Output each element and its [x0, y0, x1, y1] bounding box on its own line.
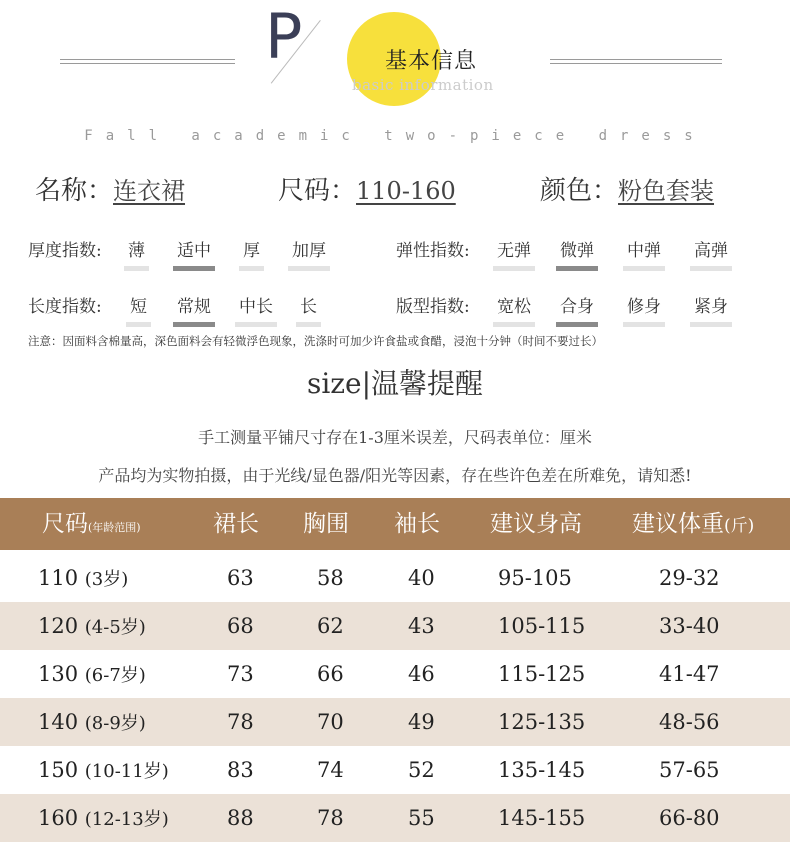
fit-option: 修身: [627, 292, 661, 321]
cell-bust: 62: [317, 614, 344, 638]
header-size: 尺码(年龄范围): [42, 511, 141, 537]
size-section-title: size|温馨提醒: [306, 367, 484, 400]
cell-weight: 29-32: [659, 566, 720, 590]
product-name: [35, 170, 185, 207]
size-label: 尺码：: [278, 176, 357, 206]
elasticity-option: 高弹: [694, 236, 728, 265]
header-weight: 建议体重(斤): [632, 511, 755, 537]
cell-skirt: 68: [227, 614, 254, 638]
cell-bust: 58: [317, 566, 344, 590]
cell-weight: 48-56: [659, 710, 720, 734]
size-table-header: [0, 498, 790, 550]
cell-skirt: 78: [227, 710, 254, 734]
cell-skirt: 63: [227, 566, 254, 590]
product-subtitle: Fall academic two-piece dress: [84, 128, 706, 144]
thickness-option-selected: 适中: [177, 236, 211, 265]
elasticity-label: 弹性指数:: [396, 241, 470, 261]
thickness-option: 厚: [243, 236, 260, 265]
fit-option: 宽松: [497, 292, 531, 321]
cell-bust: 74: [317, 758, 344, 782]
fit-option: 紧身: [694, 292, 728, 321]
cell-size: 120 (4-5岁): [38, 614, 146, 638]
cell-sleeve: 49: [408, 710, 435, 734]
table-row: [0, 602, 790, 650]
cell-size: 110 (3岁): [38, 566, 129, 590]
color-remark: 产品均为实物拍摄，由于光线/显色器/阳光等因素，存在些许色差在所难免，请知悉!: [98, 466, 692, 485]
name-label: 名称：: [35, 176, 114, 206]
cell-weight: 66-80: [659, 806, 720, 830]
table-row: [0, 746, 790, 794]
logo-letter: P: [265, 0, 303, 73]
cell-skirt: 88: [227, 806, 254, 830]
cell-sleeve: 43: [408, 614, 435, 638]
thickness-option: 加厚: [292, 236, 326, 265]
cell-weight: 41-47: [659, 662, 720, 686]
cell-bust: 66: [317, 662, 344, 686]
cell-bust: 78: [317, 806, 344, 830]
right-divider: [550, 59, 722, 64]
color-label: 颜色：: [540, 176, 619, 206]
cell-size: 140 (8-9岁): [38, 710, 146, 734]
cell-weight: 57-65: [659, 758, 720, 782]
cell-height: 115-125: [498, 662, 586, 686]
length-option-selected: 常规: [177, 292, 211, 321]
cell-height: 135-145: [498, 758, 586, 782]
cell-height: 105-115: [498, 614, 586, 638]
header-bust: 胸围: [303, 511, 349, 537]
size-value: 110-160: [356, 177, 456, 205]
length-option: 短: [130, 292, 147, 321]
cell-sleeve: 40: [408, 566, 435, 590]
cell-height: 95-105: [498, 566, 572, 590]
header-height: 建议身高: [490, 511, 582, 537]
cell-sleeve: 55: [408, 806, 435, 830]
table-row: [0, 554, 790, 602]
cell-size: 160 (12-13岁): [38, 806, 169, 830]
cell-bust: 70: [317, 710, 344, 734]
care-note: 注意：因面料含棉量高，深色面料会有轻微浮色现象，洗涤时可加少许食盐或食醋，浸泡十分钟（时间不要过长）: [28, 334, 603, 348]
length-option: 中长: [239, 292, 273, 321]
section-title: 基本信息: [385, 49, 478, 74]
section-title-en: basic information: [352, 76, 494, 94]
product-color: [540, 170, 714, 207]
table-row: [0, 794, 790, 842]
cell-size: 150 (10-11岁): [38, 758, 169, 782]
length-label: 长度指数:: [28, 297, 102, 317]
cell-height: 125-135: [498, 710, 586, 734]
header-sleeve: 袖长: [394, 511, 440, 537]
cell-sleeve: 52: [408, 758, 435, 782]
table-row: [0, 698, 790, 746]
cell-weight: 33-40: [659, 614, 720, 638]
thickness-option: 薄: [128, 236, 145, 265]
fit-label: 版型指数:: [396, 297, 470, 317]
name-value: 连衣裙: [113, 177, 186, 205]
measurement-remark: 手工测量平铺尺寸存在1-3厘米误差，尺码表单位：厘米: [198, 428, 592, 447]
product-size: [278, 170, 456, 207]
left-divider: [60, 59, 235, 64]
elasticity-option-selected: 微弹: [560, 236, 594, 265]
cell-skirt: 73: [227, 662, 254, 686]
cell-skirt: 83: [227, 758, 254, 782]
fit-option-selected: 合身: [560, 292, 594, 321]
elasticity-option: 中弹: [627, 236, 661, 265]
header-skirt-length: 裙长: [213, 511, 259, 537]
table-row: [0, 650, 790, 698]
cell-size: 130 (6-7岁): [38, 662, 146, 686]
length-option: 长: [300, 292, 317, 321]
elasticity-option: 无弹: [497, 236, 531, 265]
thickness-label: 厚度指数:: [28, 241, 102, 261]
cell-sleeve: 46: [408, 662, 435, 686]
cell-height: 145-155: [498, 806, 586, 830]
color-value: 粉色套装: [618, 177, 715, 205]
